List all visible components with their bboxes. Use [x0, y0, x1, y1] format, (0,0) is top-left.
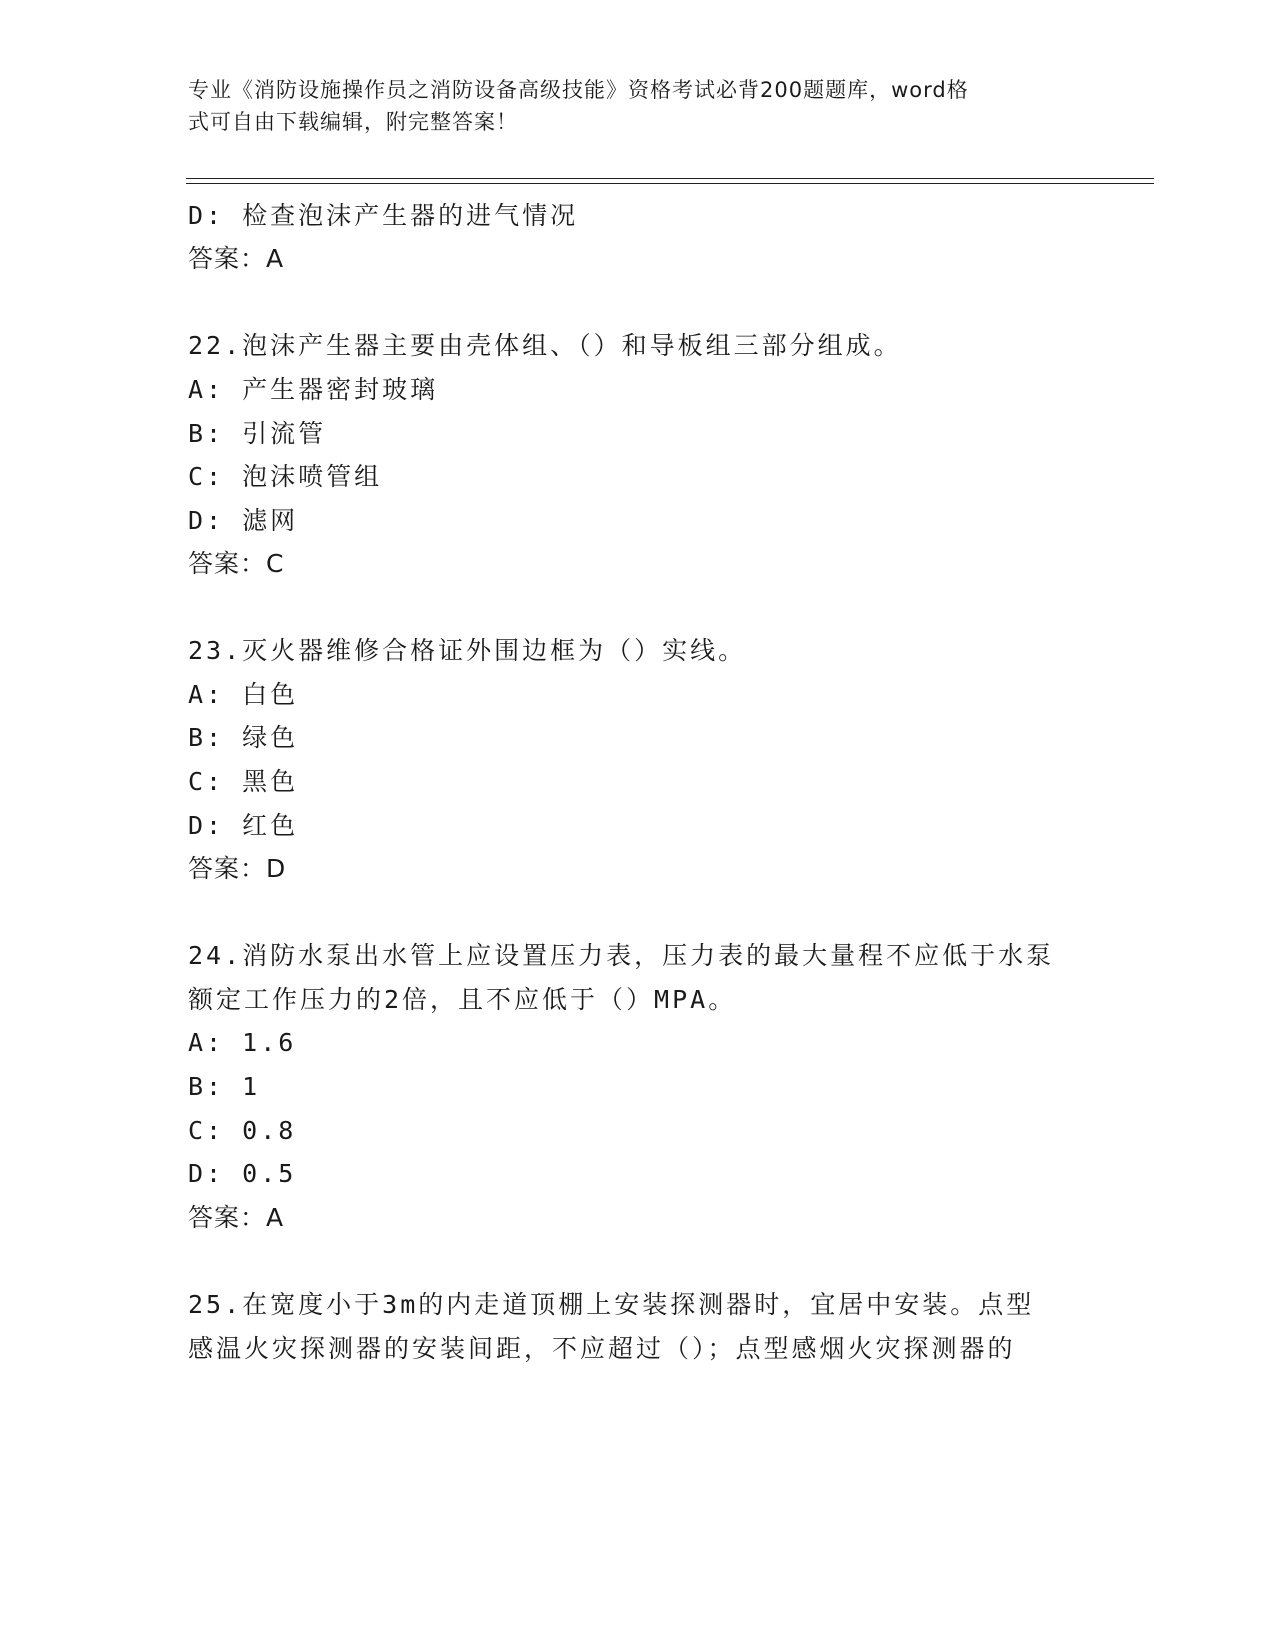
q25-stem-line-2: 感温火灾探测器的安装间距，不应超过（）；点型感烟火灾探测器的: [188, 1334, 1016, 1363]
q22-option-d: D: 滤网: [188, 506, 299, 535]
header-line-1: 专业《消防设施操作员之消防设备高级技能》资格考试必背200题题库，word格: [188, 78, 969, 102]
header-divider-bottom: [186, 183, 1154, 184]
q22-stem: 22.泡沫产生器主要由壳体组、（）和导板组三部分组成。: [188, 331, 902, 360]
q23-answer: 答案：D: [188, 854, 287, 883]
q22-answer: 答案：C: [188, 549, 285, 578]
q24-answer: 答案：A: [188, 1203, 285, 1232]
q24-option-a: A: 1.6: [188, 1028, 297, 1057]
q22-option-a: A: 产生器密封玻璃: [188, 375, 439, 404]
q24-stem-line-1: 24.消防水泵出水管上应设置压力表，压力表的最大量程不应低于水泵: [188, 941, 1055, 970]
q22-option-c: C: 泡沫喷管组: [188, 462, 383, 491]
q23-option-d: D: 红色: [188, 811, 299, 840]
header-line-2: 式可自由下载编辑，附完整答案！: [188, 110, 518, 134]
q23-stem: 23.灭火器维修合格证外围边框为（）实线。: [188, 636, 747, 665]
q23-option-a: A: 白色: [188, 680, 299, 709]
prev-answer: 答案：A: [188, 244, 285, 273]
q24-stem-line-2: 额定工作压力的2倍，且不应低于（）MPA。: [188, 985, 737, 1014]
q22-option-b: B: 引流管: [188, 419, 327, 448]
q25-stem-line-1: 25.在宽度小于3m的内走道顶棚上安装探测器时，宜居中安装。点型: [188, 1290, 1035, 1319]
q23-option-c: C: 黑色: [188, 767, 299, 796]
q24-option-c: C: 0.8: [188, 1116, 297, 1145]
q24-option-d: D: 0.5: [188, 1159, 297, 1188]
document-header: [188, 74, 1068, 138]
header-divider-top: [186, 178, 1154, 179]
q23-option-b: B: 绿色: [188, 723, 299, 752]
prev-option-d: D: 检查泡沫产生器的进气情况: [188, 201, 579, 230]
q24-option-b: B: 1: [188, 1072, 261, 1101]
